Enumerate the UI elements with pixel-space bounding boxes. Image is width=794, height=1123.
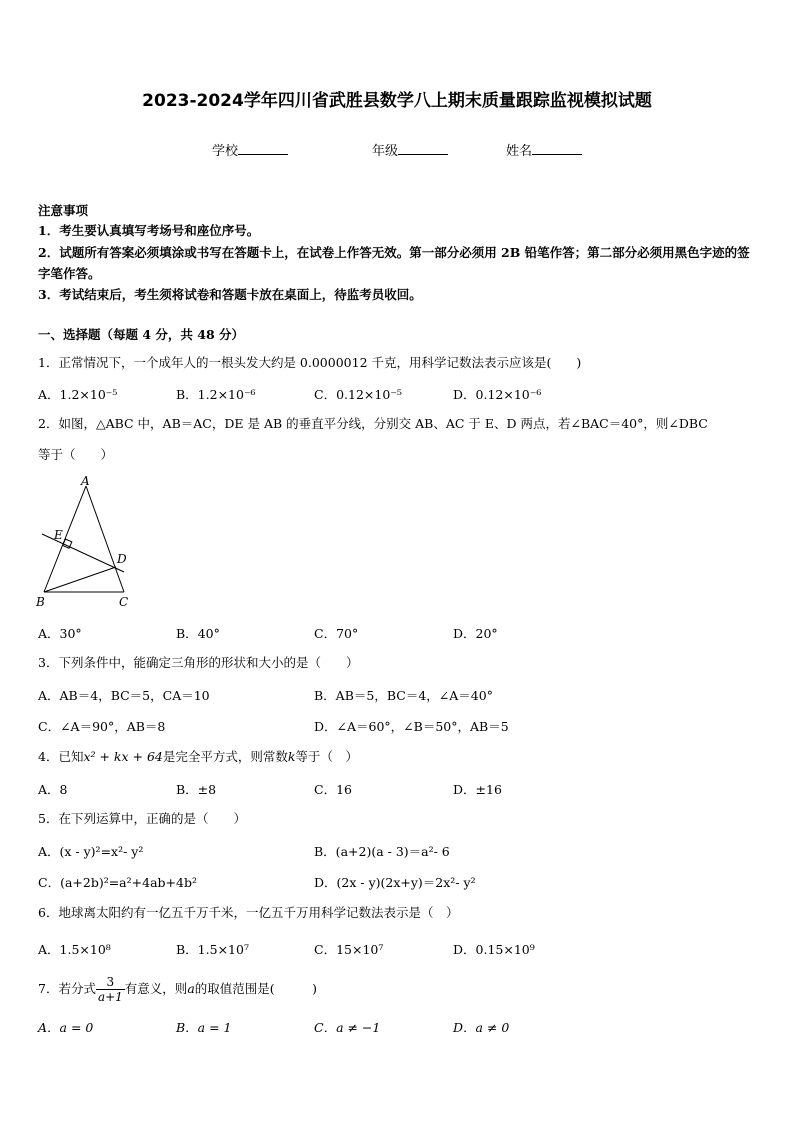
q5-option-b[interactable]: B．(a+2)(a - 3)＝a²- 6 <box>314 844 450 859</box>
note-item: 1．考生要认真填写考场号和座位序号。 <box>38 223 260 238</box>
q3-option-d[interactable]: D．∠A＝60°，∠B＝50°，AB＝5 <box>314 719 509 734</box>
notes-heading: 注意事项 <box>38 203 89 218</box>
question-5-stem: 5．在下列运算中，正确的是（ ） <box>38 811 246 826</box>
q7-stem-post: 的取值范围是( ) <box>194 981 318 996</box>
q7-fraction <box>96 975 125 1004</box>
question-6-stem: 6．地球离太阳约有一亿五千万千米，一亿五千万用科学记数法表示是（ ） <box>38 905 459 920</box>
q5-option-c[interactable]: C．(a+2b)²=a²+4ab+4b² <box>38 875 197 890</box>
q4-stem-post: 等于（ ） <box>295 749 358 764</box>
q3-option-a[interactable]: A．AB＝4，BC＝5，CA＝10 <box>38 688 210 703</box>
label-d: D <box>117 552 127 566</box>
q7-fraction-numerator: 3 <box>96 975 125 990</box>
label-a: A <box>81 474 90 488</box>
q6-option-d[interactable]: D．0.15×10⁹ <box>453 942 535 957</box>
q7-fraction-denominator: a+1 <box>97 990 123 1004</box>
note-item: 2．试题所有答案必须填涂或书写在答题卡上，在试卷上作答无效。第一部分必须用 2B 铅笔作答；第二部分必须用黑色字迹的签字笔作答。 <box>38 245 750 281</box>
section-heading: 一、选择题（每题 4 分，共 48 分） <box>38 327 245 342</box>
q4-option-a[interactable]: A．8 <box>38 782 68 797</box>
q2-option-b[interactable]: B．40° <box>176 626 220 641</box>
q6-option-b[interactable]: B．1.5×10⁷ <box>176 942 249 957</box>
grade-blank[interactable] <box>398 142 448 155</box>
school-blank[interactable] <box>238 142 288 155</box>
q7-stem-pre: 7．若分式 <box>38 981 96 996</box>
q3-option-b[interactable]: B．AB＝5，BC＝4，∠A＝40° <box>314 688 493 703</box>
q4-option-b[interactable]: B．±8 <box>176 782 217 797</box>
label-e: E <box>54 528 63 542</box>
question-2-stem: 2．如图，△ABC 中，AB＝AC，DE 是 AB 的垂直平分线，分别交 AB、AC 于 E、D 两点，若∠BAC＝40°，则∠DBC <box>38 416 708 431</box>
q4-expression: x² + kx + 64 <box>83 749 163 764</box>
q1-option-c[interactable]: C．0.12×10⁻⁵ <box>314 387 402 402</box>
triangle-figure <box>34 472 144 612</box>
q3-option-c[interactable]: C．∠A＝90°，AB＝8 <box>38 719 166 734</box>
q1-option-b[interactable]: B．1.2×10⁻⁶ <box>176 387 256 402</box>
q5-option-d[interactable]: D．(2x - y)(2x+y)＝2x²- y² <box>314 875 476 890</box>
name-field[interactable] <box>506 140 582 159</box>
q4-variable: k <box>287 749 296 764</box>
q7-stem-mid: 有意义，则 <box>124 981 188 996</box>
q4-stem-pre: 4．已知 <box>38 749 84 764</box>
q7-option-b[interactable]: B．a = 1 <box>176 1020 232 1035</box>
name-blank[interactable] <box>532 142 582 155</box>
name-label: 姓名 <box>506 144 533 159</box>
grade-label: 年级 <box>372 144 399 159</box>
q1-option-d[interactable]: D．0.12×10⁻⁶ <box>453 387 542 402</box>
question-2-stem-cont: 等于（ ） <box>38 447 114 462</box>
question-1-stem: 1．正常情况下，一个成年人的一根头发大约是 0.0000012 千克，用科学记数法表示应该是( ) <box>38 355 582 370</box>
question-4-stem <box>38 748 358 766</box>
q4-option-c[interactable]: C．16 <box>314 782 352 797</box>
q2-option-c[interactable]: C．70° <box>314 626 359 641</box>
q1-option-a[interactable]: A．1.2×10⁻⁵ <box>38 387 118 402</box>
q2-option-d[interactable]: D．20° <box>453 626 498 641</box>
exam-title: 2023-2024学年四川省武胜县数学八上期末质量跟踪监视模拟试题 <box>142 91 652 111</box>
q4-option-d[interactable]: D．±16 <box>453 782 502 797</box>
label-b: B <box>36 595 45 609</box>
school-label: 学校 <box>212 144 239 159</box>
q5-option-a[interactable]: A．(x - y)²=x²- y² <box>38 844 144 859</box>
q2-option-a[interactable]: A．30° <box>38 626 82 641</box>
q6-option-a[interactable]: A．1.5×10⁸ <box>38 942 111 957</box>
question-3-stem: 3．下列条件中，能确定三角形的形状和大小的是（ ） <box>38 655 359 670</box>
label-c: C <box>119 595 129 609</box>
note-item: 3．考试结束后，考生须将试卷和答题卡放在桌面上，待监考员收回。 <box>38 287 422 302</box>
question-7-stem <box>38 972 317 1006</box>
q6-option-c[interactable]: C．15×10⁷ <box>314 942 384 957</box>
q7-option-a[interactable]: A．a = 0 <box>38 1020 94 1035</box>
q7-option-d[interactable]: D．a ≠ 0 <box>453 1020 510 1035</box>
school-field[interactable] <box>212 140 288 159</box>
q7-variable: a <box>187 981 195 996</box>
q4-stem-mid: 是完全平方式，则常数 <box>162 749 288 764</box>
grade-field[interactable] <box>372 140 448 159</box>
q7-option-c[interactable]: C．a ≠ −1 <box>314 1020 381 1035</box>
